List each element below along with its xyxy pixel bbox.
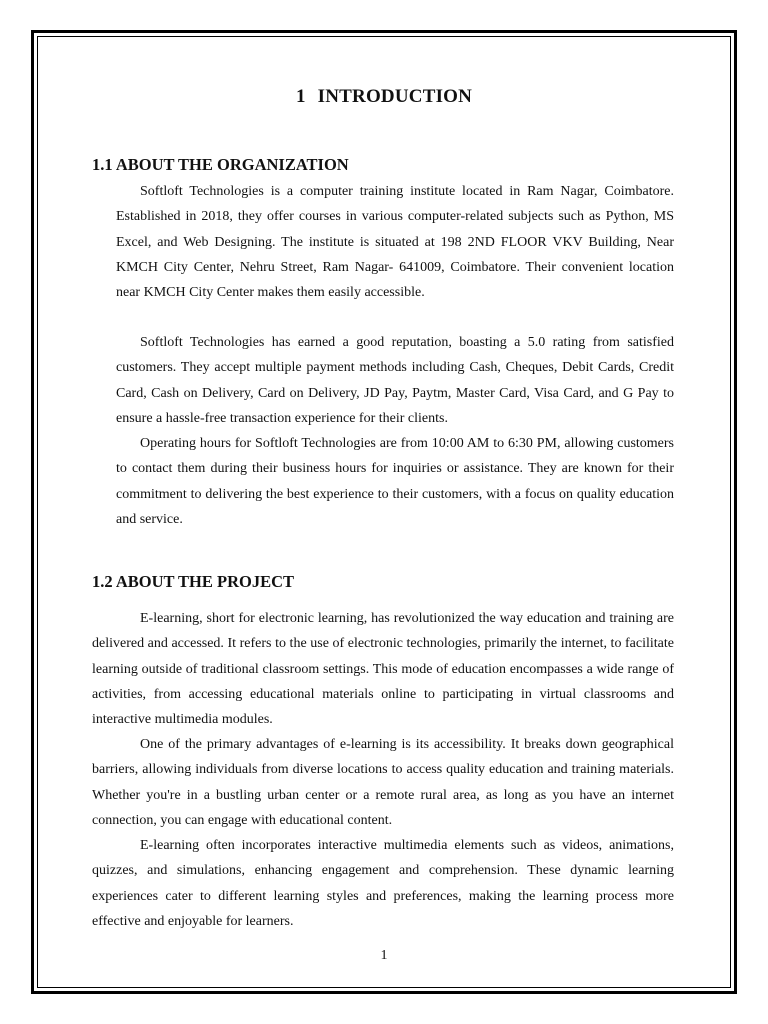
chapter-title [0, 86, 768, 108]
paragraph-organization-hours: Operating hours for Softloft Technologies are from 10:00 AM to 6:30 PM, allowing customers to contact them during their business hours for inquiries or assistance. They are known for their commitment to delivering the best experience to their customers, with a focus on quality education and service. [116, 436, 674, 527]
chapter-number: 1 [295, 86, 306, 107]
paragraph-project-definition: E-learning, short for electronic learning, has revolutionized the way education and training are delivered and accessed. It refers to the use of electronic technologies, primarily the internet, to facilitate learning outside of traditional classroom settings. This mode of education encompasses a wide range of activities, from accessing educational materials online to participating in virtual classrooms and interactive multimedia modules. [92, 611, 674, 728]
section-heading-project: 1.2 ABOUT THE PROJECT [92, 572, 295, 591]
page-number: 1 [380, 948, 388, 963]
chapter-title-text: INTRODUCTION [317, 86, 473, 107]
section-heading-organization: 1.1 ABOUT THE ORGANIZATION [92, 155, 349, 174]
paragraph-project-multimedia: E-learning often incorporates interactive multimedia elements such as videos, animations, quizzes, and simulations, enhancing engagement and comprehension. These dynamic learning experiences cater to different learning styles and preferences, making the learning process more effective and enjoyable for learners. [92, 838, 674, 929]
paragraph-project-accessibility: One of the primary advantages of e-learning is its accessibility. It breaks down geographical barriers, allowing individuals from diverse locations to access quality education and training materials. Whether you're in a bustling urban center or a remote rural area, as long as you have an internet connection, you can engage with educational content. [92, 737, 674, 828]
paragraph-organization-overview: Softloft Technologies is a computer training institute located in Ram Nagar, Coimbatore. Established in 2018, they offer courses in various computer-related subjects such as Python, MS Excel, and Web Designing. The institute is situated at 198 2ND FLOOR VKV Building, Near KMCH City Center, Nehru Street, Ram Nagar- 641009, Coimbatore. Their convenient location near KMCH City Center makes them easily accessible. [116, 184, 674, 301]
paragraph-organization-reputation: Softloft Technologies has earned a good reputation, boasting a 5.0 rating from satisfied customers. They accept multiple payment methods including Cash, Cheques, Debit Cards, Credit Card, Cash on Delivery, Card on Delivery, JD Pay, Paytm, Master Card, Visa Card, and G Pay to ensure a hassle-free transaction experience for their clients. [116, 335, 674, 426]
